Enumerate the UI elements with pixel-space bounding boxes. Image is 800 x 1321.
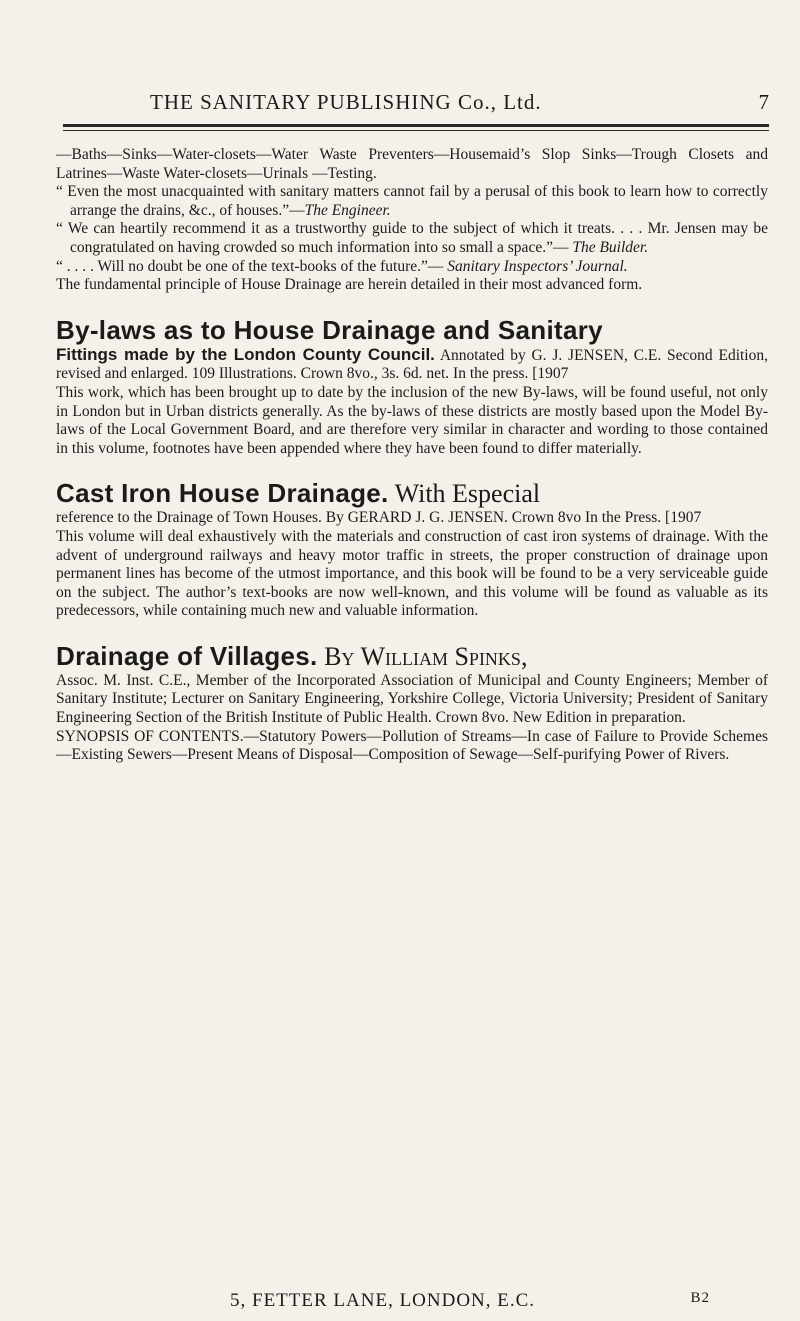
entry-cast-iron-heading-line: [56, 478, 768, 509]
entry-bylaws-heading: By-laws as to House Drainage and Sanitary: [56, 314, 603, 345]
footer-address: 5, FETTER LANE, LONDON, E.C.: [230, 1290, 536, 1311]
entry-villages-heading-line: [56, 641, 768, 672]
entry-cast-iron-heading: Cast Iron House Drainage.: [56, 478, 389, 509]
entry-villages-details: Assoc. M. Inst. C.E., Member of the Incorporated Association of Municipal and County Engineers; Member of Sanitary Institute; Lecturer on Sanitary Engineering, Yorkshire College, Victoria University; President of Sanitary Engineering Section of the British Institute of Public Health. Crown 8vo. New Edition in preparation.: [56, 671, 768, 727]
entry-bylaws-details: Fittings made by the London County Council. Annotated by G. J. JENSEN, C.E. Second Edition, revised and enlarged. 109 Illustrations. Crown 8vo., 3s. 6d. net. In the press. [1907: [56, 344, 768, 383]
entry-villages-heading: Drainage of Villages.: [56, 640, 318, 671]
page-body: [56, 146, 768, 765]
running-head-title: THE SANITARY PUBLISHING Co., Ltd.: [150, 90, 542, 114]
header-rule-thin: [63, 130, 769, 131]
review-inspectors: “ . . . . Will no doubt be one of the text-books of the future.”— Sanitary Inspectors’ Journal.: [56, 257, 628, 275]
entry-bylaws-subheading: Fittings made by the London County Council.: [56, 344, 435, 364]
synopsis-label: SYNOPSIS OF CONTENTS.: [56, 727, 244, 745]
intro-contents: —Baths—Sinks—Water-closets—Water Waste Preventers—Housemaid’s Slop Sinks—Trough Closets and Latrines—Waste Water-closets—Urinals —Testing.: [56, 146, 768, 182]
signature-mark: B2: [690, 1290, 710, 1306]
page-number: 7: [758, 90, 770, 114]
intro-closing: The fundamental principle of House Drainage are herein detailed in their most advanced form.: [56, 276, 643, 294]
review-builder: “ We can heartily recommend it as a trustworthy guide to the subject of which it treats. . . . Mr. Jensen may be congratulated on having crowded so much information into so small a space.”— The Builder.: [56, 220, 768, 256]
entry-villages-synopsis: SYNOPSIS OF CONTENTS.—Statutory Powers—Pollution of Streams—In case of Failure to Provide Schemes—Existing Sewers—Present Means of Disposal—Composition of Sewage—Self-purifying Power of Rivers.: [56, 727, 768, 764]
entry-cast-iron: [56, 478, 768, 621]
review-engineer: “ Even the most unacquainted with sanitary matters cannot fail by a perusal of this book to learn how to correctly arrange the drains, &c., of houses.”—The Engineer.: [56, 183, 768, 219]
entry-cast-iron-details: reference to the Drainage of Town Houses. By GERARD J. G. JENSEN. Crown 8vo In the Press. [1907: [56, 509, 702, 527]
entry-bylaws: [56, 315, 768, 459]
entry-villages-author: By William Spinks,: [317, 641, 528, 671]
entry-bylaws-description: This work, which has been brought up to date by the inclusion of the new By-laws, will be found useful, not only in London but in Urban districts generally. As the by-laws of these districts are mostly based upon the Model By-laws of the Local Government Board, and are therefore very similar in character and wording to those contained in this volume, footnotes have been appended where they have been found to differ materially.: [56, 383, 768, 457]
entry-villages: [56, 641, 768, 765]
page-footer: [230, 1290, 710, 1312]
entry-cast-iron-description: This volume will deal exhaustively with the materials and construction of cast iron systems of drainage. With the advent of underground railways and heavy motor traffic in streets, the proper construction of drainage upon permanent lines has become of the utmost importance, and this book will be found to be a very serviceable guide on the subject. The author’s text-books are now well-known, and this volume will be found as valuable as its predecessors, while containing much new and valuable information.: [56, 527, 768, 620]
entry-cast-iron-subtitle: With Especial: [388, 479, 541, 509]
header-rule-thick: [63, 124, 769, 127]
